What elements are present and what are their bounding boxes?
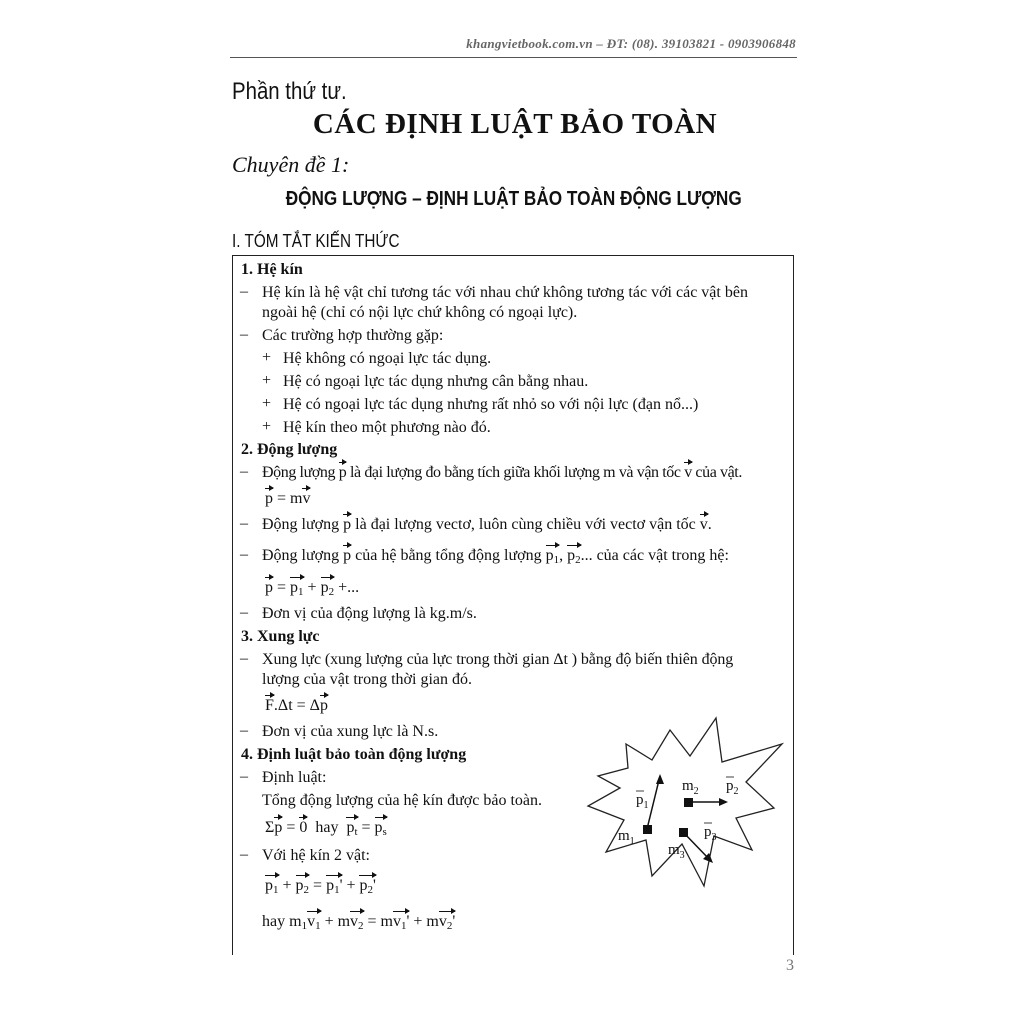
sec4-line1: Định luật: (262, 769, 327, 786)
dash: – (240, 326, 248, 343)
dash: – (240, 768, 248, 785)
sec3-heading: 3. Xung lực (241, 628, 320, 645)
formula-two-bodies-p: $p_1 + p_2 = p_1' + p_2'$ (265, 876, 376, 900)
sec1-line1a: Hệ kín là hệ vật chỉ tương tác với nhau chứ không tương tác với các vật bên (262, 284, 748, 301)
dash: – (240, 463, 248, 480)
header-rule (230, 57, 797, 58)
sec2-line1: Động lượng p là đại lượng đo bằng tích giữa khối lượng m và vận tốc v của vật. (262, 464, 742, 481)
sec1-case1: Hệ không có ngoại lực tác dụng. (283, 350, 492, 367)
sec1-heading: 1. Hệ kín (241, 261, 303, 278)
closed-system-figure (586, 716, 786, 888)
label-m2: $m_2$ (682, 778, 699, 797)
topic-title: ĐỘNG LƯỢNG – ĐỊNH LUẬT BẢO TOÀN ĐỘNG LƯỢNG (285, 188, 742, 210)
dash: – (240, 283, 248, 300)
sec4-line3: Với hệ kín 2 vật: (262, 847, 370, 864)
formula-conservation: Σp = 0 hay $p_t = p_s$ (265, 818, 387, 842)
section-heading: I. TÓM TẮT KIẾN THỨC (232, 231, 400, 251)
plus: + (262, 349, 272, 366)
chapter-title: CÁC ĐỊNH LUẬT BẢO TOÀN (312, 108, 718, 140)
sec1-line1b: ngoài hệ (chỉ có nội lực chứ không có ngoại lực). (262, 304, 578, 321)
page-number: 3 (786, 957, 794, 974)
label-p3: $p_3$ (704, 824, 717, 843)
dash: – (240, 546, 248, 563)
sec1-case3: Hệ có ngoại lực tác dụng nhưng rất nhỏ so với nội lực (đạn nổ...) (283, 396, 699, 413)
formula-two-bodies-v: hay $m_1v_1 + mv_2 = mv_1' + mv_2'$ (262, 912, 455, 936)
plus: + (262, 372, 272, 389)
formula-impulse: F.Δt = Δp (265, 697, 328, 714)
sec2-line3: Động lượng p của hệ bằng tổng động lượng $p_1$, $p_2$... của các vật trong hệ: (262, 546, 729, 570)
sec4-heading: 4. Định luật bảo toàn động lượng (241, 746, 467, 763)
dash: – (240, 846, 248, 863)
topic-label: Chuyên đề 1: (232, 152, 350, 177)
sec3-line1a: Xung lực (xung lượng của lực trong thời gian Δt ) bằng độ biến thiên động (262, 651, 734, 668)
sec2-line2: Động lượng p là đại lượng vectơ, luôn cùng chiều với vectơ vận tốc v. (262, 516, 712, 533)
label-m3: $m_3$ (668, 842, 685, 861)
label-p1: $p_1$ (636, 792, 649, 811)
header-contact: khangvietbook.com.vn – ĐT: (08). 39103821 - 0903906848 (466, 36, 796, 51)
part-label: Phần thứ tư. (232, 78, 347, 105)
sec1-case4: Hệ kín theo một phương nào đó. (283, 419, 491, 436)
sec1-case2: Hệ có ngoại lực tác dụng nhưng cân bằng nhau. (283, 373, 589, 390)
sec4-line2: Tổng động lượng của hệ kín được bảo toàn. (262, 792, 542, 809)
label-p2: $p_2$ (726, 778, 739, 797)
formula-p-sum: $p = p_1 + p_2$ +... (265, 578, 359, 602)
plus: + (262, 418, 272, 435)
dash: – (240, 515, 248, 532)
plus: + (262, 395, 272, 412)
sec3-line1b: lượng của vật trong thời gian đó. (262, 671, 472, 688)
sec1-line2: Các trường hợp thường gặp: (262, 327, 444, 344)
sec2-line4: Đơn vị của động lượng là kg.m/s. (262, 605, 477, 622)
dash: – (240, 650, 248, 667)
dash: – (240, 604, 248, 621)
dash: – (240, 722, 248, 739)
sec3-line2: Đơn vị của xung lực là N.s. (262, 723, 439, 740)
label-m1: $m_1$ (618, 828, 635, 847)
formula-p-mv: p = mv (265, 490, 311, 507)
sec2-heading: 2. Động lượng (241, 441, 338, 458)
